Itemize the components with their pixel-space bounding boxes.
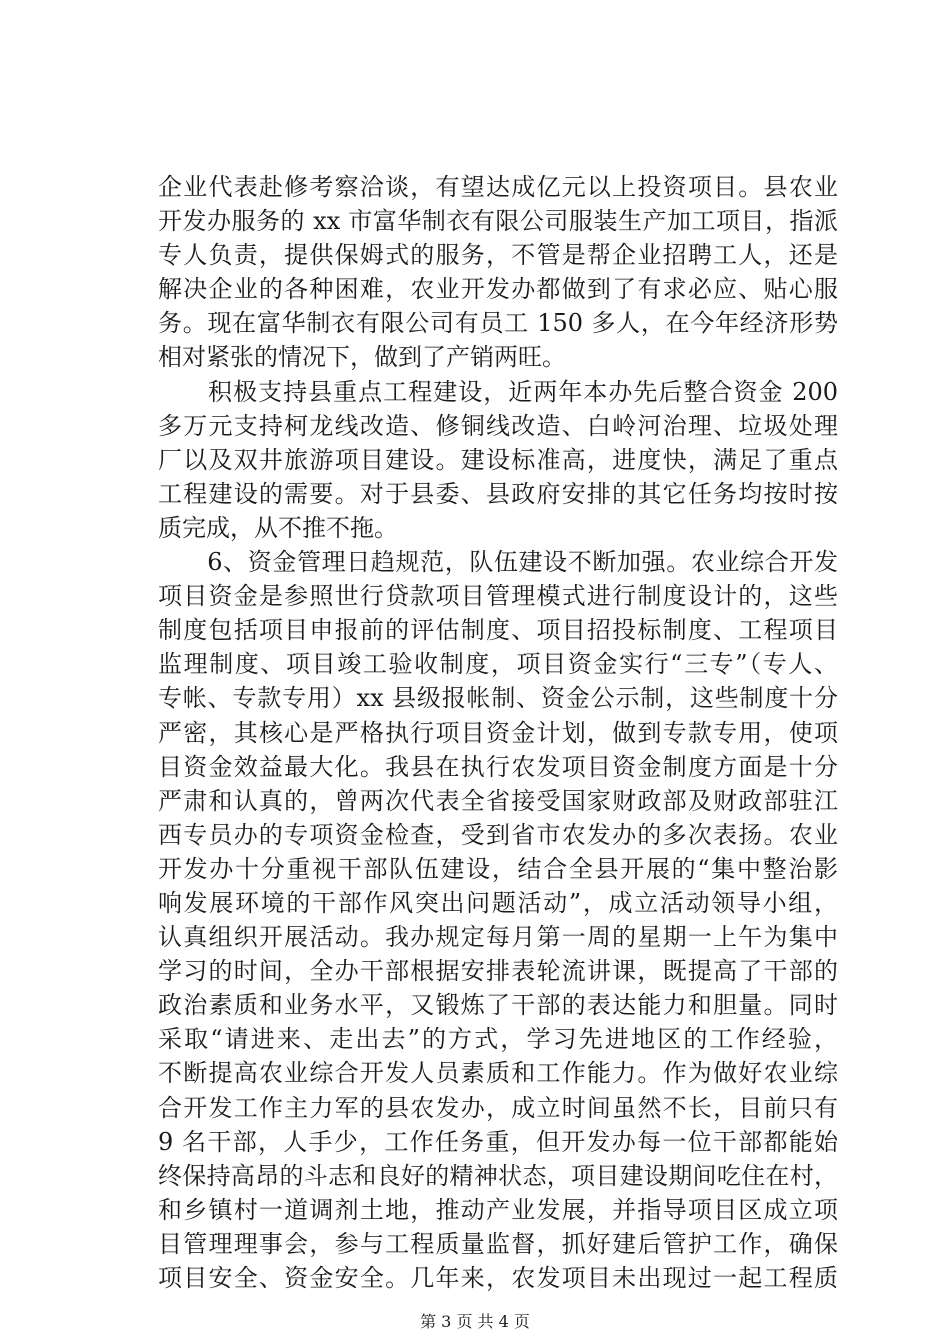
text-line: 9 名干部，人手少，工作任务重，但开发办每一位干部都能始 [158, 1127, 838, 1156]
text-line: 相对紧张的情况下，做到了产销两旺。 [158, 343, 566, 372]
text-line: 制度包括项目申报前的评估制度、项目招投标制度、工程项目 [158, 616, 838, 645]
document-body [158, 170, 838, 1295]
text-line: 不断提高农业综合开发人员素质和工作能力。作为做好农业综 [158, 1059, 838, 1088]
text-line: 和乡镇村一道调剂土地，推动产业发展，并指导项目区成立项 [158, 1195, 838, 1224]
text-line: 目资金效益最大化。我县在执行农发项目资金制度方面是十分 [158, 752, 838, 781]
text-line: 学习的时间，全办干部根据安排表轮流讲课，既提高了干部的 [158, 957, 838, 986]
text-line: 工程建设的需要。对于县委、县政府安排的其它任务均按时按 [158, 479, 838, 508]
text-line: 严密，其核心是严格执行项目资金计划，做到专款专用，使项 [158, 718, 838, 747]
text-line: 质完成，从不推不拖。 [158, 513, 398, 542]
page-footer: 第 3 页 共 4 页 [420, 1312, 530, 1331]
text-line: 合开发工作主力军的县农发办，成立时间虽然不长，目前只有 [158, 1093, 838, 1122]
text-line: 终保持高昂的斗志和良好的精神状态，项目建设期间吃住在村， [158, 1161, 838, 1190]
text-line: 目管理理事会，参与工程质量监督，抓好建后管护工作，确保 [158, 1229, 838, 1258]
text-line: 严肃和认真的，曾两次代表全省接受国家财政部及财政部驻江 [158, 786, 838, 815]
text-line: 监理制度、项目竣工验收制度，项目资金实行“三专”（专人、 [158, 650, 838, 679]
text-line: 专帐、专款专用）xx 县级报帐制、资金公示制，这些制度十分 [158, 684, 838, 713]
text-line: 多万元支持柯龙线改造、修铜线改造、白岭河治理、垃圾处理 [158, 411, 838, 440]
text-line: 专人负责，提供保姆式的服务，不管是帮企业招聘工人，还是 [158, 241, 838, 270]
text-line: 开发办十分重视干部队伍建设，结合全县开展的“集中整治影 [158, 854, 838, 883]
text-line: 厂以及双井旅游项目建设。建设标准高，进度快，满足了重点 [158, 445, 838, 474]
text-line: 解决企业的各种困难，农业开发办都做到了有求必应、贴心服 [158, 275, 838, 304]
text-line: 积极支持县重点工程建设，近两年本办先后整合资金 200 [158, 377, 838, 406]
text-line: 6、资金管理日趋规范，队伍建设不断加强。农业综合开发 [158, 548, 838, 577]
text-line: 采取“请进来、走出去”的方式，学习先进地区的工作经验， [158, 1025, 838, 1054]
text-line: 开发办服务的 xx 市富华制衣有限公司服装生产加工项目，指派 [158, 207, 838, 236]
text-line: 项目安全、资金安全。几年来，农发项目未出现过一起工程质 [158, 1264, 838, 1292]
text-line: 响发展环境的干部作风突出问题活动”，成立活动领导小组， [158, 888, 838, 917]
text-line: 企业代表赴修考察洽谈，有望达成亿元以上投资项目。县农业 [158, 173, 838, 201]
text-line: 认真组织开展活动。我办规定每月第一周的星期一上午为集中 [158, 923, 838, 952]
text-line: 项目资金是参照世行贷款项目管理模式进行制度设计的，这些 [158, 582, 838, 611]
text-line: 西专员办的专项资金检查，受到省市农发办的多次表扬。农业 [158, 820, 838, 849]
text-line: 务。现在富华制衣有限公司有员工 150 多人，在今年经济形势 [158, 309, 838, 338]
text-line: 政治素质和业务水平，又锻炼了干部的表达能力和胆量。同时 [158, 991, 838, 1020]
